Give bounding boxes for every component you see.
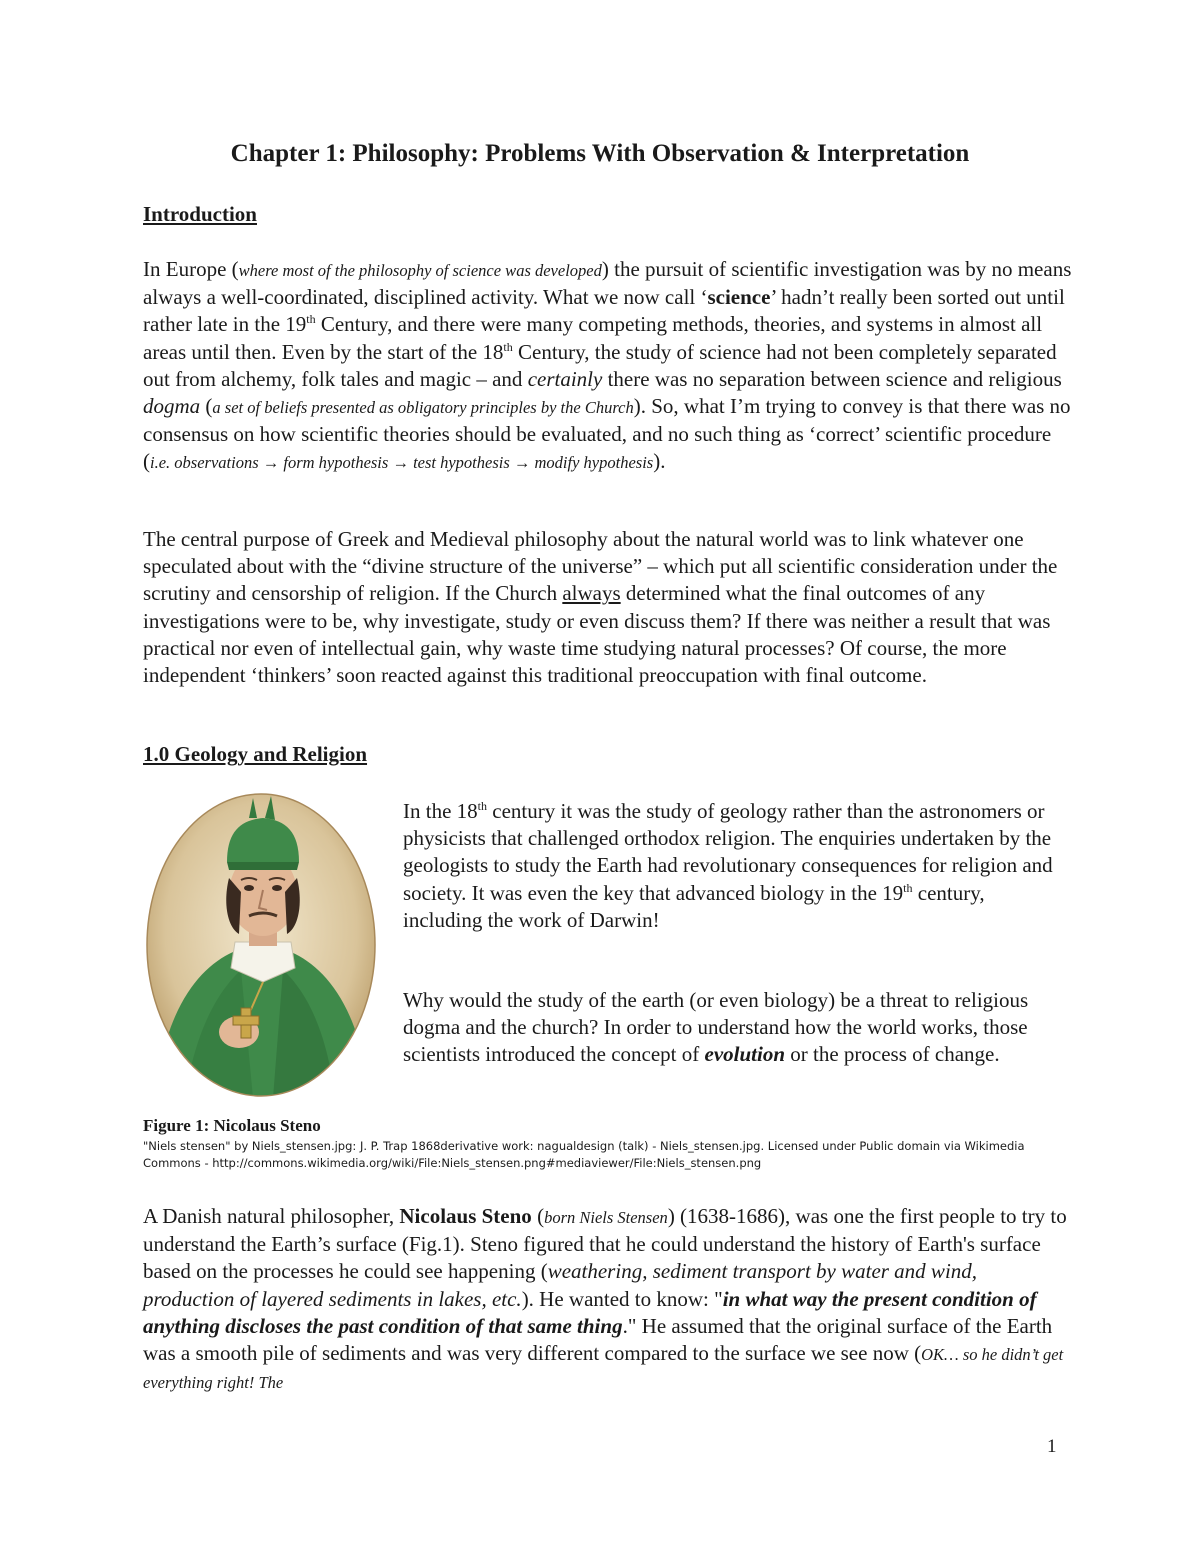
introduction-heading: Introduction [143, 202, 257, 226]
page-number: 1 [1047, 1436, 1057, 1457]
steno-portrait-image [145, 792, 377, 1098]
figure-caption: Figure 1: Nicolaus Steno [143, 1116, 321, 1135]
steno-paragraph: A Danish natural philosopher, Nicolaus Steno (born Niels Stensen) (1638-1686), was one the first people to try to understand the Earth’s surface (Fig.1). Steno figured that he could understand the history of Earth's surface based on the processes he could see happening (weathering, sediment transport by water and wind, production of layered sediments in lakes, etc.). He wanted to know: "in what way the present condition of anything discloses the past condition of that same thing." He assumed that the original surface of the Earth was a smooth pile of sediments and was very different compared to the surface we see now (OK… so he didn’t get everything right! The [143, 1204, 1067, 1393]
section-paragraph-2: Why would the study of the earth (or even biology) be a threat to religious dogma and the church? In order to understand how the world works, those scientists introduced the concept of evolution or the process of change. [403, 988, 1029, 1067]
figure-credit: "Niels stensen" by Niels_stensen.jpg: J. P. Trap 1868derivative work: nagualdesign (talk) - Niels_stensen.jpg. Licensed under Public domain via Wikimedia Commons - http://commons.wikimedia.org/wiki/File:Niels_stensen.png#mediaviewer/File:Niels_stensen.png [143, 1139, 1025, 1170]
chapter-title: Chapter 1: Philosophy: Problems With Observation & Interpretation [230, 140, 970, 167]
intro-paragraph-1: In Europe (where most of the philosophy of science was developed) the pursuit of scientific investigation was by no means always a well-coordinated, disciplined activity. What we now call ‘science’ hadn’t really been sorted out until rather late in the 19th Century, and there were many competing methods, theories, and systems in almost all areas until then. Even by the start of the 18th Century, the study of science had not been completely separated out from alchemy, folk tales and magic – and certainly there was no separation between science and religious dogma (a set of beliefs presented as obligatory principles by the Church). So, what I’m trying to convey is that there was no consensus on how scientific theories should be evaluated, and no such thing as ‘correct’ scientific procedure (i.e. observations → form hypothesis → test hypothesis → modify hypothesis). [143, 257, 1072, 474]
intro-paragraph-2: The central purpose of Greek and Medieval philosophy about the natural world was to link whatever one speculated about with the “divine structure of the universe” – which put all scientific consideration under the scrutiny and censorship of religion. If the Church always determined what the final outcomes of any investigations were to be, why investigate, study or even discuss them? If there was neither a result that was practical nor even of intellectual gain, why waste time studying natural processes? Of course, the more independent ‘thinkers’ soon reacted against this traditional preoccupation with final outcome. [143, 527, 1058, 688]
section-paragraph-1: In the 18th century it was the study of geology rather than the astronomers or physicists that challenged orthodox religion. The enquiries undertaken by the geologists to study the Earth had revolutionary consequences for religion and society. It was even the key that advanced biology in the 19th century, including the work of Darwin! [403, 799, 1053, 932]
section-heading-geology-religion: 1.0 Geology and Religion [143, 742, 368, 766]
